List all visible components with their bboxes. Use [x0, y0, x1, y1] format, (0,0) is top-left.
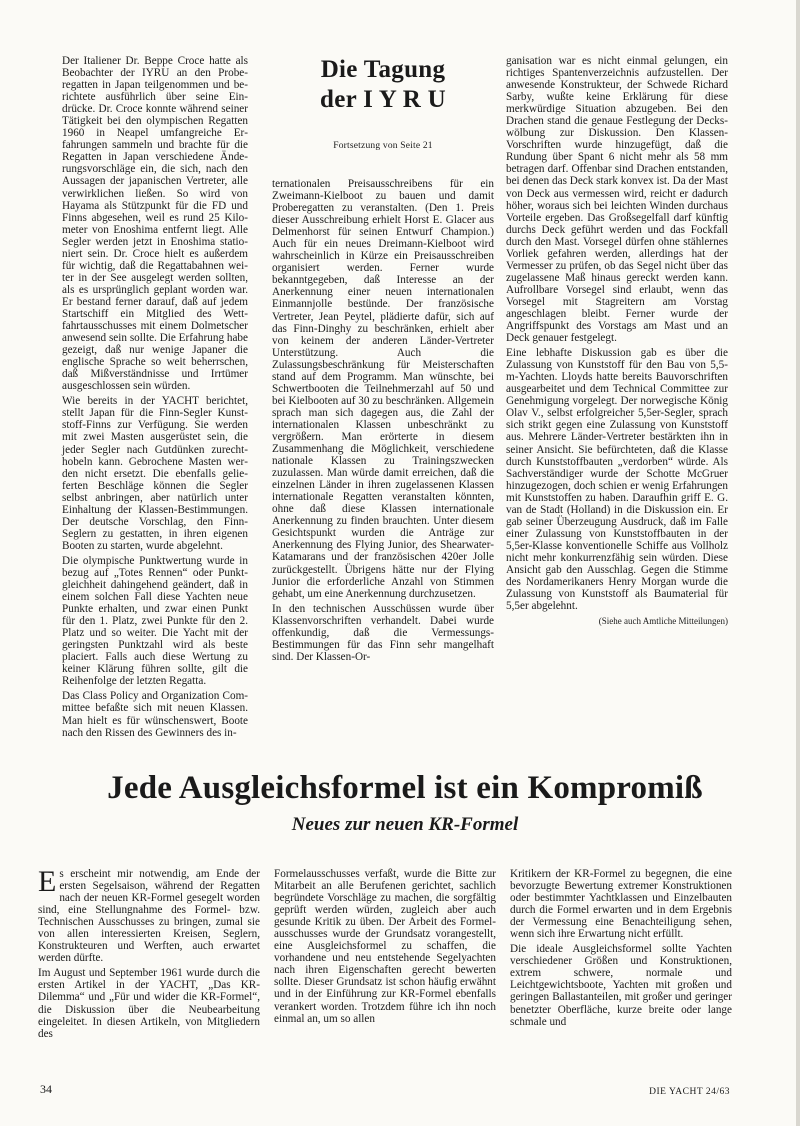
- paragraph: Formelausschusses verfaßt, wurde die Bitte zur Mitarbeit an alle Berufenen gerichtet, sachlich begründete Vorschläge zu machen, die sorgfältig geprüft werden würden, zugleich aber auch gesunde Kritik zu üben. Der Arbeit des Formelausschusses wurde der Grundsatz vorangestellt, eine Ausgleichsformel zu schaffen, die vorhandene und neu entstehende Segelyachten nach ihren Eigenschaften gerecht bewerten sollte. Dieser Grundsatz ist schon häufig erwähnt und in der Einführung zur KR-Formel ebenfalls verankert worden. Trotzdem führe ich ihn noch einmal an, um so allen: [274, 868, 496, 1025]
- paragraph: Im August und September 1961 wurde durch die ersten Artikel in der YACHT, „Das KR-Dilemma“ und „Für und wider die KR-Formel“, die Diskussion über die Neubearbeitung eingeleitet. In diesen Artikeln, von Mitgliedern des: [38, 967, 260, 1040]
- issue-label: DIE YACHT 24/63: [649, 1087, 730, 1097]
- page-number: 34: [40, 1082, 52, 1096]
- article-title-line-1: Die Tagung: [320, 56, 446, 83]
- article2-column-2: [274, 868, 496, 1028]
- paragraph: Das Class Policy and Organization Committee befaßte sich mit neuen Klassen. Man hielt es für wünschenswert, Boote nach den Rissen des Gewinners des in-: [62, 690, 248, 739]
- paragraph: Eine lebhafte Diskussion gab es über die Zulassung von Kunststoff für den Bau von 5,5-m-Yachten. Lloyds hatte bereits Bauvorschriften ausgearbeitet und dem Technical Committee zur Genehmigung vorgelegt. Der norwegische König Olav V., selbst erfolgreicher 5,5er-Segler, sprach sich strikt gegen eine Zulassung von Kunststoff aus. Mehrere Länder-Vertreter bestärkten ihn in seiner Ansicht. Sie befürchteten, daß die Klasse durch Kunststoffbauten „verdorben“ würde. Als Sachverständiger wurde der Schotte McGruer hinzugezogen, doch schien er wenig Erfahrungen mit Kunststoffen zu haben. Daraufhin griff E. G. van de Stadt (Holland) in die Diskussion ein. Er gab seiner Überzeugung Ausdruck, daß im Falle einer Zulassung von Kunststoffbauten in der 5,5er-Klasse konventionelle Schiffe aus Vollholz nicht mehr konkurrenzfähig sein würden. Diese Ansicht gab den Ausschlag. Gegen die Stimme des Nordamerikaners Henry Morgan wurde die Zulassung von Kunststoff als Baumaterial für 5,5er abgelehnt.: [506, 347, 728, 613]
- paragraph: Der Italiener Dr. Beppe Croce hatte als Beobachter der IYRU an den Proberegatten in Japan teilgenommen und berichtete ausführlich über seine Eindrücke. Dr. Croce konnte während seiner Tätigkeit bei den olympischen Regatten 1960 in Neapel umfangreiche Erfahrungen sammeln und brachte für die Regatten in Japan verschiedene Änderungsvorschläge ein, die sich, nach den Aussagen der japanischen Vertreter, alle verwirklichen ließen. So wird von Hayama als Stützpunkt für die FD und Finns abgesehen, weil es rund 25 Kilometer von Enoshima entfernt liegt. Alle Segler werden jetzt in Enoshima stationiert sein. Dr. Croce hielt es außerdem für wichtig, daß die Regattabahnen weiter in der See ausgelegt werden sollten, als es ursprünglich geplant worden war. Er bestand ferner darauf, daß auf jedem Startschiff ein Mitglied des Wettfahrtausschusses mit einem Dolmetscher anwesend sein sollte. Die Erfahrung habe gezeigt, daß nur wenige Japaner die englische Sprache so weit beherrschen, daß Mißverständnisse und Irrtümer ausgeschlossen sein würden.: [62, 55, 248, 393]
- article1-column-2: [272, 178, 494, 666]
- continuation-note: Fortsetzung von Seite 21: [333, 141, 433, 151]
- article-title-block: [272, 55, 494, 151]
- article2-headline: Jede Ausgleichsformel ist ein Kompromiß: [107, 770, 703, 806]
- article2-subhead: Neues zur neuen KR-Formel: [291, 814, 519, 835]
- article2-column-3: [510, 868, 732, 1031]
- see-also-note: (Siehe auch Amtliche Mitteilungen): [598, 616, 728, 627]
- drop-cap: E: [38, 865, 57, 898]
- paragraph: Die olympische Punktwertung wurde in bezug auf „Totes Rennen“ oder Punktgleichheit dahingehend geändert, daß in einem solchen Fall diese Yachten neue Punkte erhalten, und zwar einen Punkt für den 1. Platz, zwei Punkte für den 2. Platz und so weiter. Die Yacht mit der geringsten Punktzahl wird als beste placiert. Falls auch diese Wertung zu keiner Klärung führen sollte, gilt die Reihenfolge der letzten Regatta.: [62, 554, 248, 688]
- paragraph-text: s erscheint mir notwendig, am Ende der ersten Segelsaison, während der Regatten nach der neuen KR-Formel gesegelt worden sind, eine Stellungnahme des Formel- bzw. Technischen Ausschusses zu bringen, zumal sie von allen interessierten Kreisen, Seglern, Konstrukteuren und Werften, auch erwartet werden dürfte.: [38, 868, 260, 965]
- article-title-line-2: der I Y R U: [320, 86, 446, 113]
- paragraph: ternationalen Preisausschreibens für ein Zweimann-Kielboot zu bauen und damit Proberegatten zu veranstalten. (Den 1. Preis dieser Ausschreibung erhielt Horst E. Glacer aus Delmenhorst für seinen Entwurf Champion.) Auch für ein neues Dreimann-Kielboot wird wahrscheinlich in Kürze ein Preisausschreiben organisiert werden. Ferner wurde bekanntgegeben, daß Interesse an der Anerkennung einer neuen internationalen Einmannjolle bestünde. Der französische Vertreter, Jean Peytel, plädierte dafür, sich auf das Finn-Dinghy zu beschränken, erhielt aber von keinem der anderen Länder-Vertreter Unterstützung. Auch die Zulassungsbeschränkung für Meisterschaften stand auf dem Programm. Man wünschte, bei Schwertbooten die Teilnehmerzahl auf 50 und bei Kielbooten auf 30 zu beschränken. Allgemein sprach man sich dagegen aus, die Zahl der internationalen Klassen unbeschränkt zu vergrößern. Man erörterte in diesem Zusammenhang die Möglichkeit, verschiedene nationale Klassen zu Trainingszwecken zuzulassen. Man würde damit erreichen, daß die einzelnen Länder in ihren zugelassenen Klassen internationale Regatten veranstalten könnten, ohne daß diese Klassen internationale Anerkennung zu finden brauchten. Unter diesem Gesichtspunkt wurden die Anträge zur Anerkennung des Flying Junior, des Shearwater-Katamarans und der französischen 420er Jolle zurückgestellt. Übrigens hätte nur der Flying Junior die erforderliche Anzahl von Stimmen gehabt, um eine Anerkennung durchzusetzen.: [272, 178, 494, 600]
- paragraph: ganisation war es nicht einmal gelungen, ein richtiges Spantenverzeichnis aufzustellen. Der anwesende Konstrukteur, der Schwede Richard Sarby, wußte keine Erklärung für diese merkwürdige Situation abzugeben. Bei den Drachen stand die genaue Festlegung der Deckswölbung zur Diskussion. Den KlassenVorschriften wurde hinzugefügt, daß die Rundung über Spant 6 nicht mehr als 58 mm betragen darf. Offenbar sind Drachen entstanden, bei denen das Deck stark konvex ist. Da der Mast von Deck aus vermessen wird, reicht er dadurch höher, woraus sich bei leichten Winden durchaus Vorteile ergeben. Das Großsegelfall darf künftig durchs Deck geführt werden und das Fockfall durch den Mast. Vorsegel dürfen ohne stählernes Vorliek gefahren werden, allerdings hat der Vermesser zu prüfen, ob das Segel nicht über das zugelassene Maß hinaus gereckt werden kann. Aufrollbare Vorsegel sind erlaubt, wenn das Vorsegel mit Stagreitern am Vorstag angeschlagen bleibt. Ferner wurde der Angriffspunkt des Vorstags am Mast und an Deck genauer festgelegt.: [506, 55, 728, 345]
- paragraph: Wie bereits in der YACHT berichtet, stellt Japan für die Finn-Segler Kunststoff-Finns zur Verfügung. Sie werden mit zwei Masten ausgerüstet sein, die jeder Segler nach Gutdünken zurechthobeln kann. Gebrochene Masten werden nicht ersetzt. Die ebenfalls gelieferten Beschläge können die Segler selbst anbringen, aber natürlich unter Einhaltung der Klassen-Bestimmungen. Der deutsche Vorschlag, den Finn-Seglern zu gestatten, in ihren eigenen Booten zu starten, wurde abgelehnt.: [62, 395, 248, 552]
- page-edge: [796, 0, 800, 1126]
- paragraph: [38, 865, 260, 965]
- paragraph: Die ideale Ausgleichsformel sollte Yachten verschiedener Größen und Konstruktionen, extrem schwere, normale und Leichtgewichtsboote, Yachten mit großen und geringen Ballastanteilen, mit großer und geringer benetzter Oberfläche, kurze breite oder lange schmale und: [510, 943, 732, 1028]
- article2-column-1: [38, 865, 260, 1043]
- paragraph: Kritikern der KR-Formel zu begegnen, die eine bevorzugte Bewertung extremer Konstruktionen oder bestimmter Yachtklassen und Einzelbauten durch die Formel erwarten und in dem Ergebnis der Vermessung eine Benachteiligung sehen, wenn sich ihre Erwartung nicht erfüllt.: [510, 868, 732, 941]
- paragraph: In den technischen Ausschüssen wurde über Klassenvorschriften verhandelt. Dabei wurde offenkundig, daß die Vermessungs-Bestimmungen für das Finn sehr mangelhaft sind. Der Klassen-Or-: [272, 602, 494, 663]
- article1-column-1: [62, 55, 248, 742]
- article1-column-3: [506, 55, 728, 627]
